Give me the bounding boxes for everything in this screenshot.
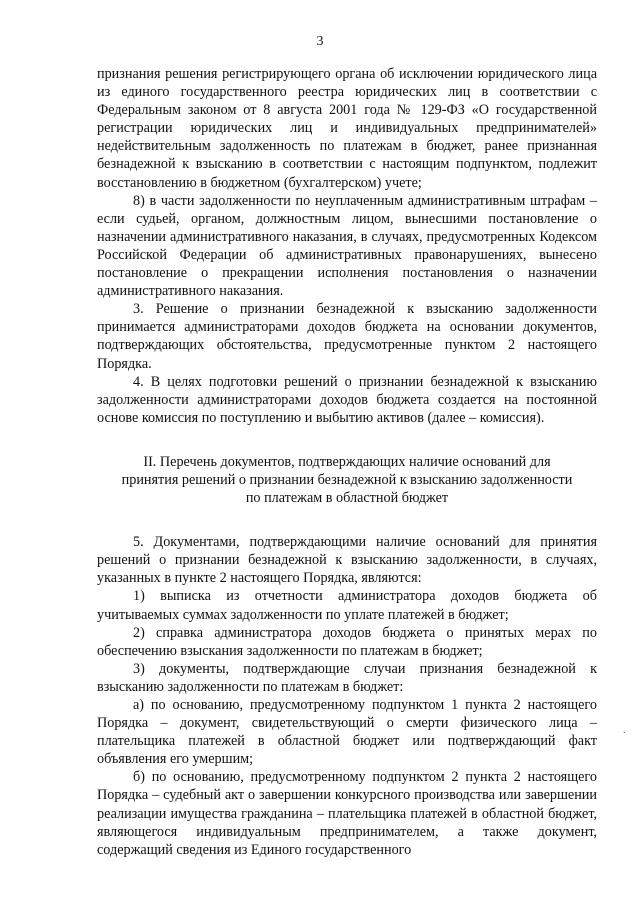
document-body [97, 65, 597, 859]
paragraph-continuation: признания решения регистрирующего органа об исключении юридического лица из единого государственного реестра юридических лиц в соответствии с Федеральным законом от 8 августа 2001 года № 129-ФЗ «О государственной регистрации юридических лиц и индивидуальных предпринимателей» недействительным задолженность по платежам в бюджет, ранее признанная безнадежной к взысканию в соответствии с настоящим подпунктом, подлежит восстановлению в бюджетном (бухгалтерском) учете; [97, 66, 597, 191]
section-heading-line-1: II. Перечень документов, подтверждающих наличие оснований для [143, 453, 551, 470]
paragraph-subitem-a: а) по основанию, предусмотренному подпунктом 1 пункта 2 настоящего Порядка – документ, свидетельствующий о смерти физического лица – плательщика платежей в областной бюджет или подтверждающий факт объявления его умершим; [97, 697, 597, 768]
page-number: 3 [316, 34, 324, 49]
paragraph-clause-5: 5. Документами, подтверждающими наличие оснований для принятия решений о признании безнадежной к взысканию задолженности, в случаях, указанных в пункте 2 настоящего Порядка, являются: [97, 534, 597, 587]
scan-speck: · [622, 728, 626, 739]
paragraph-item-3: 3) документы, подтверждающие случаи признания безнадежной к взысканию задолженности по платежам в бюджет: [97, 660, 597, 695]
paragraph-item-1: 1) выписка из отчетности администратора доходов бюджета об учитываемых суммах задолженности по уплате платежей в бюджет; [97, 588, 597, 623]
paragraph-item-8: 8) в части задолженности по неуплаченным административным штрафам – если судьей, органом, должностным лицом, вынесшими постановление о назначении административного наказания, в случаях, предусмотренных Кодексом Российской Федерации об административных правонарушениях, вынесено постановление о прекращении исполнения постановления о назначении административного наказания. [97, 192, 597, 300]
paragraph-subitem-b: б) по основанию, предусмотренному подпунктом 2 пункта 2 настоящего Порядка – судебный акт о завершении конкурсного производства или завершении реализации имущества гражданина – плательщика платежей в областной бюджет, являющегося индивидуальным предпринимателем, а также документ, содержащий сведения из Единого государственного [97, 769, 597, 858]
paragraph-clause-4: 4. В целях подготовки решений о признании безнадежной к взысканию задолженности администраторами доходов бюджета создается на постоянной основе комиссия по поступлению и выбытию активов (далее – комиссия). [97, 373, 597, 426]
section-heading-line-3: по платежам в областной бюджет [245, 490, 449, 507]
section-heading [97, 453, 597, 507]
paragraph-item-2: 2) справка администратора доходов бюджета о принятых мерах по обеспечению взыскания задолженности по платежам в бюджет; [97, 624, 597, 659]
section-heading-line-2: принятия решений о признании безнадежной к взысканию задолженности [121, 471, 573, 488]
paragraph-clause-3: 3. Решение о признании безнадежной к взысканию задолженности принимается администраторами доходов бюджета на основании документов, подтверждающих обстоятельства, предусмотренные пунктом 2 настоящего Порядка. [97, 301, 597, 372]
